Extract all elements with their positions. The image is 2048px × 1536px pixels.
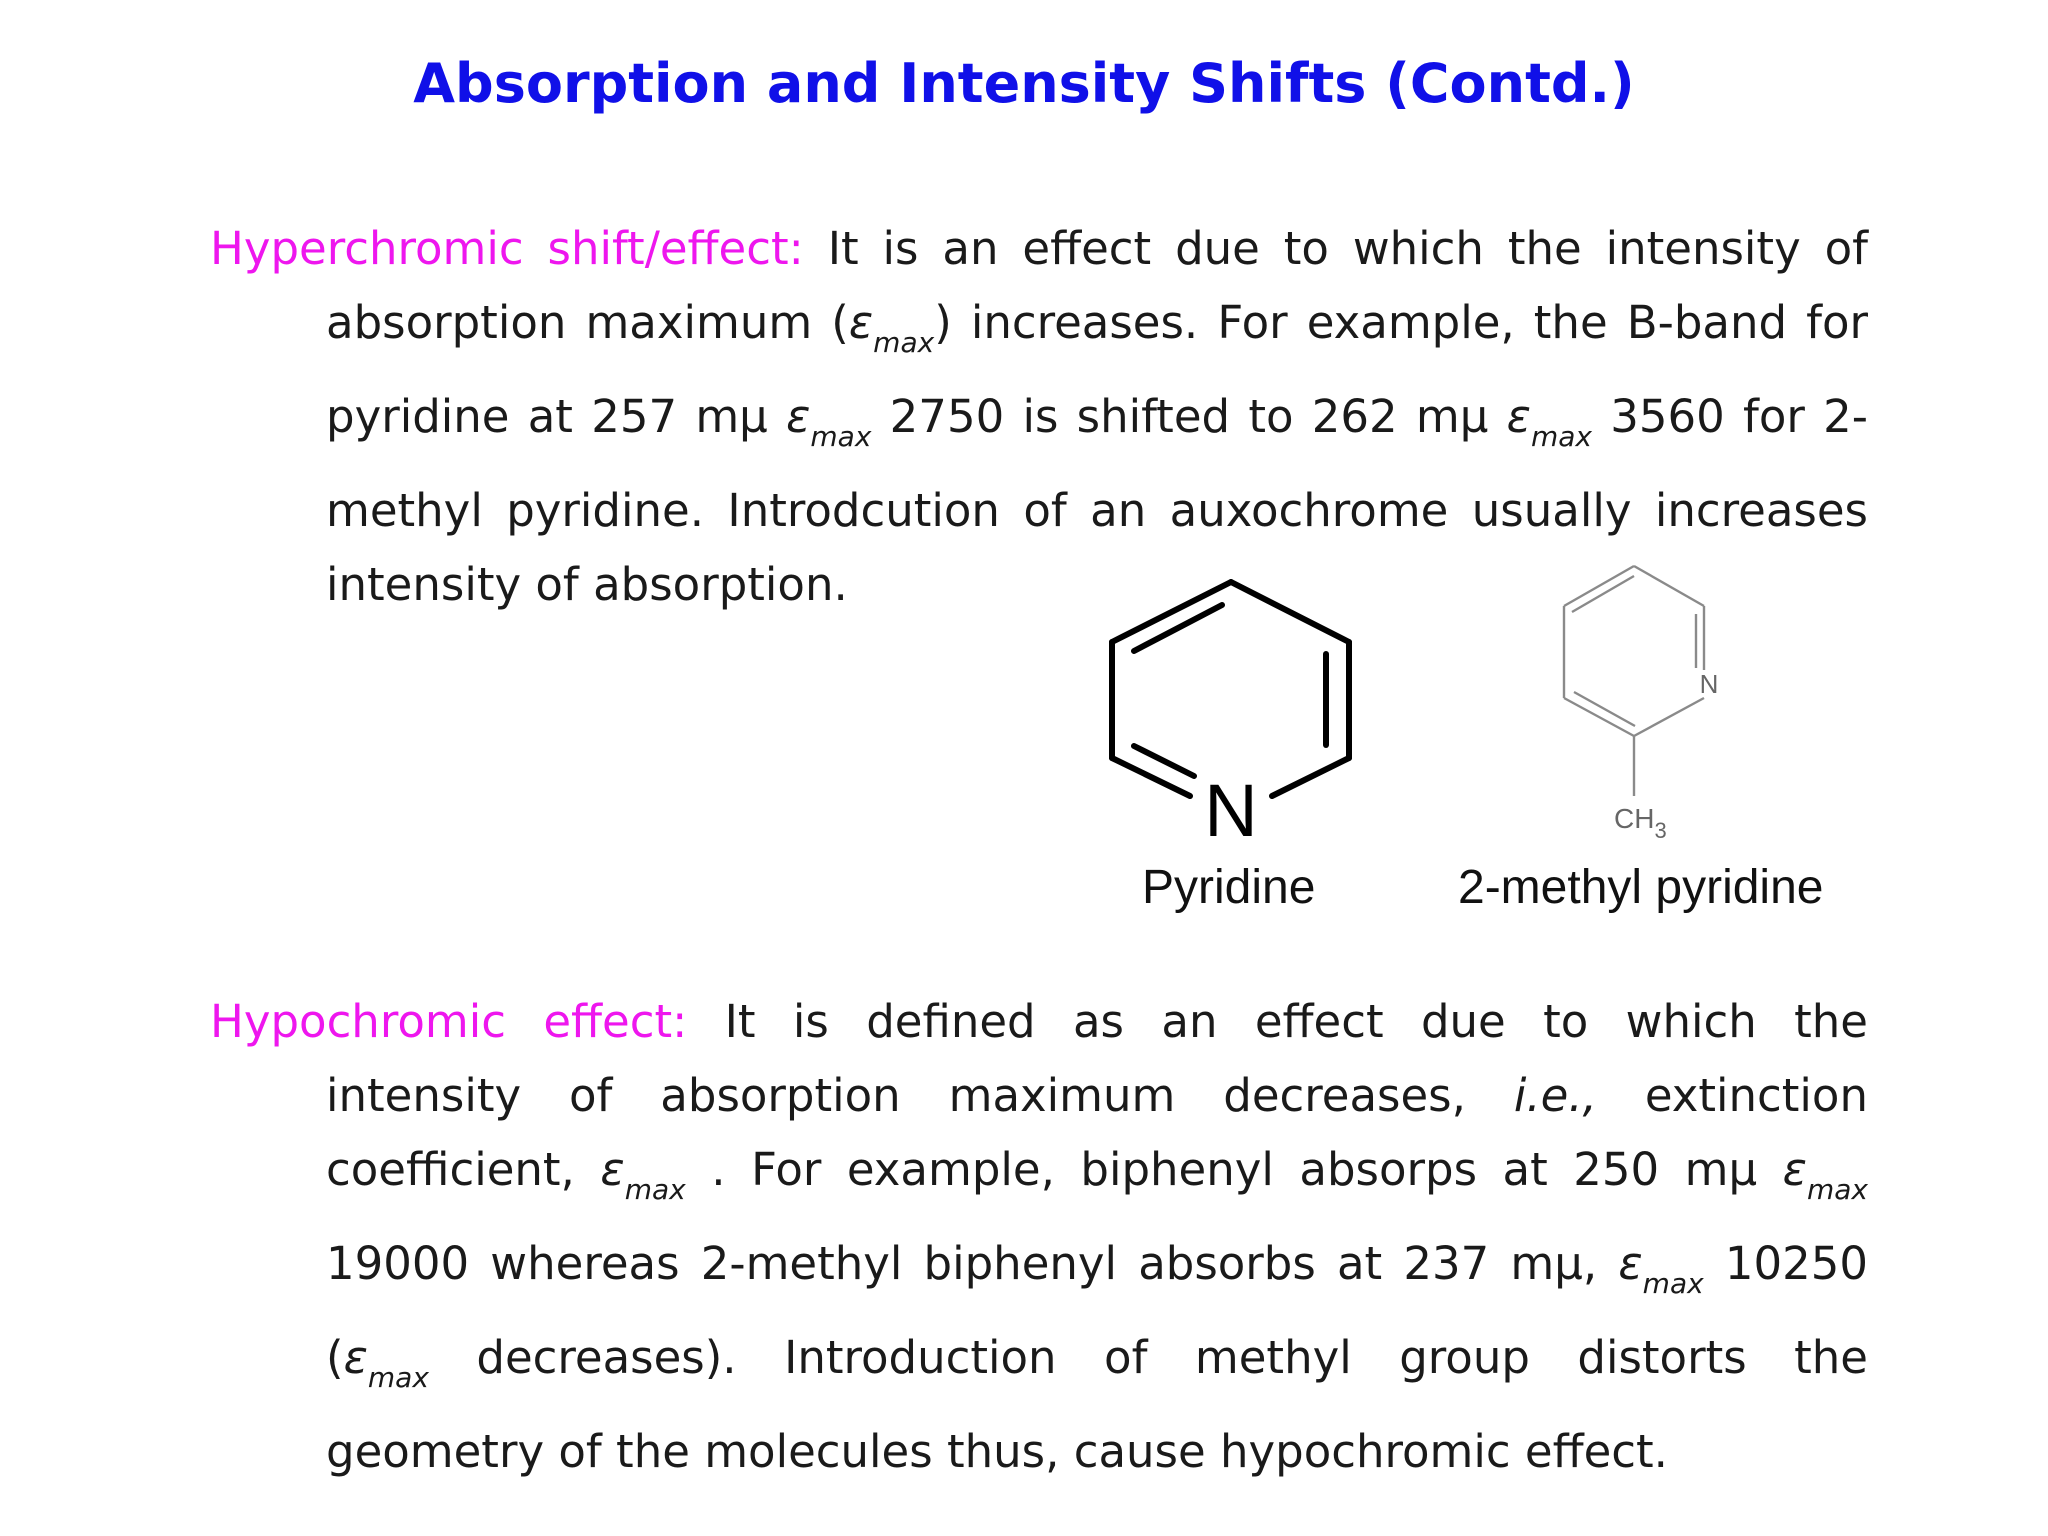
epsilon-symbol: ε — [1506, 390, 1531, 443]
hypochromic-text-5a: ( — [326, 1331, 344, 1384]
hyperchromic-text-2a: absorption maximum ( — [326, 296, 849, 349]
methyl-text: CH — [1614, 803, 1655, 834]
hyperchromic-text-3b: 2750 is shifted to 262 mμ — [871, 390, 1507, 443]
hypochromic-line-6: geometry of the molecules thus, cause hypochromic effect. — [326, 1425, 1668, 1478]
hyperchromic-line-5: intensity of absorption. — [326, 558, 848, 611]
pyridine-label: Pyridine — [1142, 861, 1316, 914]
hypochromic-text-5b: decreases). Introduction of methyl group distorts the — [428, 1331, 1868, 1384]
methylpyridine-structure — [1564, 566, 1704, 796]
epsilon-subscript: max — [624, 1173, 686, 1206]
epsilon-symbol: ε — [1782, 1143, 1807, 1196]
epsilon-symbol: ε — [1618, 1237, 1643, 1290]
hypochromic-line-4 — [210, 1227, 1868, 1321]
hypochromic-text-4a: 19000 whereas 2-methyl biphenyl absorbs at 237 mμ, — [326, 1237, 1619, 1290]
hypochromic-text-2a: intensity of absorption maximum decreases, — [326, 1069, 1514, 1122]
epsilon-subscript: max — [810, 420, 872, 453]
epsilon-symbol: ε — [343, 1331, 368, 1384]
hypochromic-line-5 — [210, 1321, 1868, 1415]
hyperchromic-line-2 — [210, 286, 1868, 380]
pyridine-structure — [1112, 582, 1349, 796]
methyl-group — [1614, 803, 1667, 843]
hyperchromic-text-3a: pyridine at 257 mμ — [326, 390, 787, 443]
hypochromic-line-2 — [210, 1059, 1868, 1133]
epsilon-subscript: max — [1807, 1173, 1869, 1206]
hyperchromic-text-3c: 3560 for 2- — [1591, 390, 1868, 443]
hyperchromic-text-2b: ) increases. For example, the B-band for — [934, 296, 1869, 349]
hypochromic-text-3a: coefficient, — [326, 1143, 601, 1196]
hyperchromic-line-3 — [210, 380, 1868, 474]
methylpyridine-label: 2-methyl pyridine — [1458, 861, 1824, 914]
hypochromic-term: Hypochromic effect: — [210, 995, 688, 1048]
hypochromic-text-2b: extinction — [1596, 1069, 1868, 1122]
epsilon-symbol: ε — [786, 390, 811, 443]
epsilon-symbol: ε — [848, 296, 874, 349]
hypochromic-text-4b: 10250 — [1703, 1237, 1868, 1290]
epsilon-subscript: max — [1530, 420, 1592, 453]
hyperchromic-line-4: methyl pyridine. Introdcution of an auxochrome usually increases — [326, 484, 1868, 537]
hypochromic-line-3 — [210, 1133, 1868, 1227]
hyperchromic-text-1: It is an effect due to which the intensity of — [827, 222, 1868, 275]
hypochromic-text-3b: . For example, biphenyl absorps at 250 mμ — [685, 1143, 1783, 1196]
epsilon-subscript: max — [1642, 1267, 1704, 1300]
epsilon-subscript: max — [367, 1361, 429, 1394]
hyperchromic-term: Hyperchromic shift/effect: — [210, 222, 804, 275]
methyl-subscript: 3 — [1654, 818, 1667, 843]
epsilon-subscript: max — [873, 326, 935, 359]
hypochromic-paragraph — [210, 985, 1868, 1489]
epsilon-symbol: ε — [600, 1143, 625, 1196]
slide-title: Absorption and Intensity Shifts (Contd.) — [413, 52, 1635, 115]
pyridine-nitrogen: N — [1204, 769, 1258, 852]
hypochromic-line-1 — [210, 985, 1868, 1059]
hypochromic-text-1: It is defined as an effect due to which the — [724, 995, 1868, 1048]
ie-abbreviation: i.e., — [1513, 1069, 1597, 1122]
methylpyridine-nitrogen: N — [1699, 669, 1719, 699]
hyperchromic-line-1 — [210, 212, 1868, 286]
